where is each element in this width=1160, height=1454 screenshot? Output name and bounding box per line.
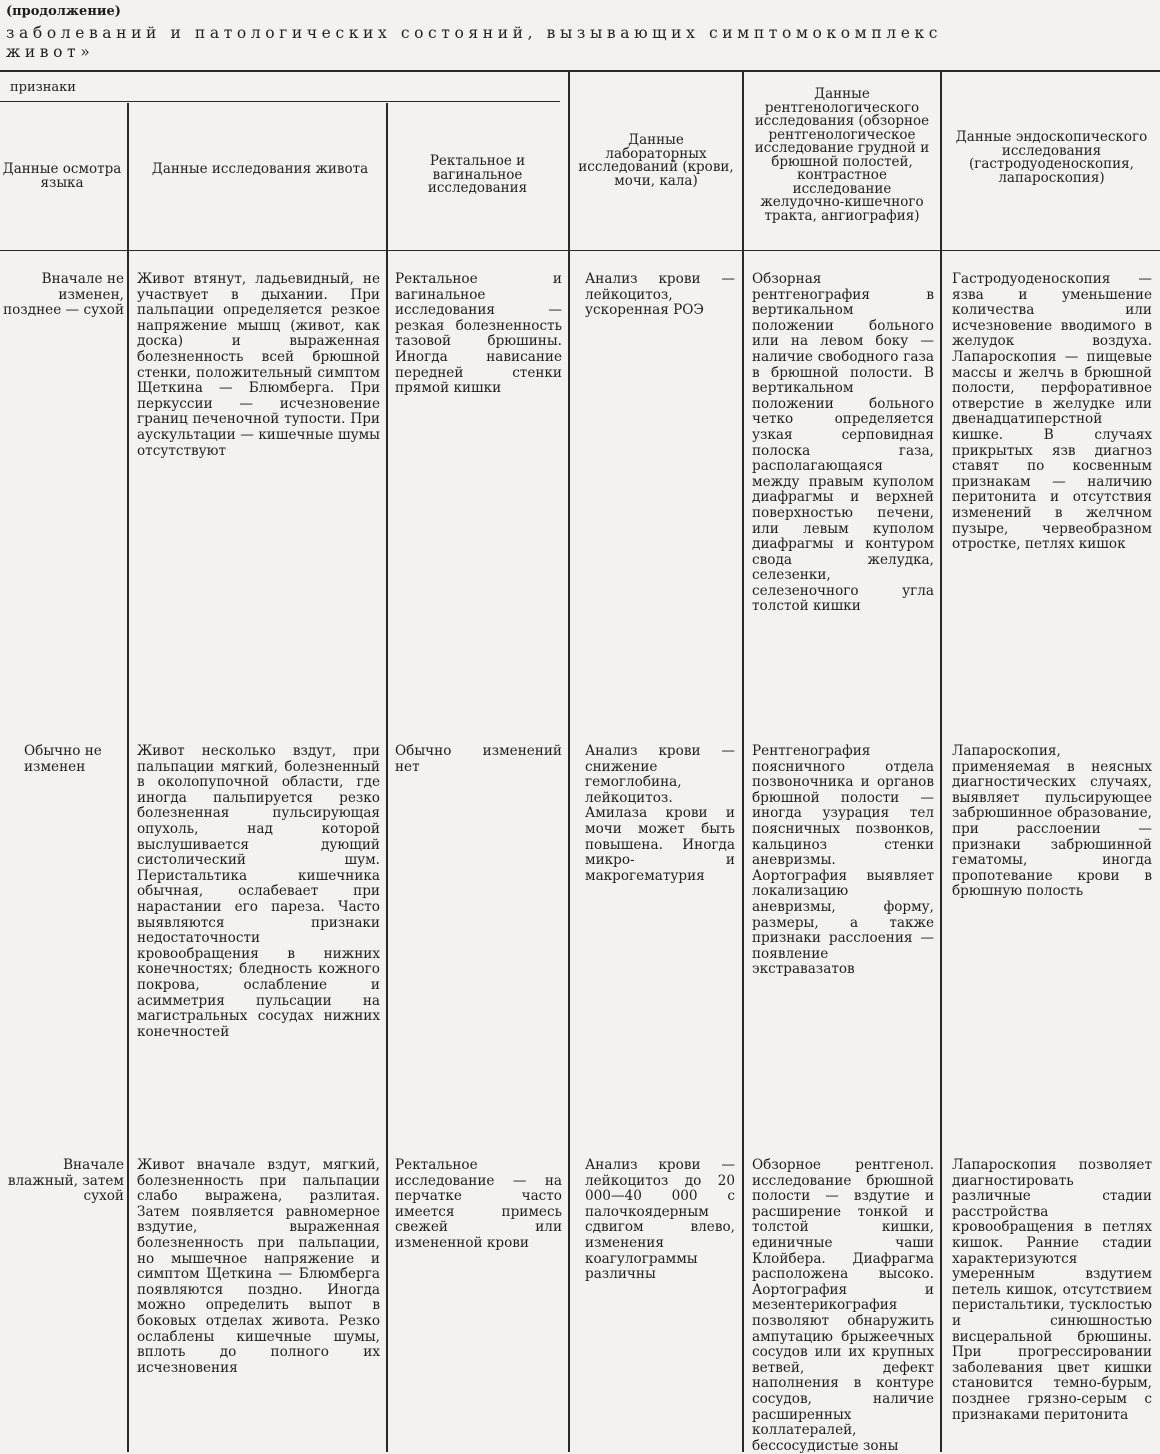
table-cell: Анализ крови — лейкоцитоз, ускоренная РОЭ (585, 271, 735, 319)
table-cell: Гастродуоденоскопия — язва и уменьшение количества или исчезновение вводимого в желудок воздуха. Лапароскопия — пищевые массы и желчь в брюшной полости, перфоративное отверстие в желудке или двенадцатиперстной кишке. В случаях прикрытых язв диагноз ставят по косвенным признакам — наличию перитонита и отсутствия изменений в желчном пузыре, червеобразном отростке, петлях кишок (952, 271, 1152, 553)
table-cell: Обзорное рентгенол. исследование брюшной полости — вздутие и расширение тонкой и толстой кишки, единичные чаши Клойбера. Диафрагма расположена высоко. Аортография и мезентерикография позволяют обнаружить ампутацию брыжеечных сосудов или их крупных ветвей, дефект наполнения в контуре сосудов, наличие расширенных коллатералей, бессосудистые зоны (752, 1157, 934, 1454)
column-divider (568, 72, 570, 1452)
table-cell: Вначале влажный, затем сухой (7, 1157, 124, 1205)
table-cell: Анализ крови — снижение гемоглобина, лейкоцитоз. Амилаза крови и мочи может быть повышена. Иногда микро- и макрогематурия (585, 743, 735, 884)
table-cell: Лапароскопия, применяемая в неясных диагностических случаях, выявляет пульсирующее забрюшинное образование, при расслоении — признаки забрюшинной гематомы, иногда пропотевание крови в брюшную полость (952, 743, 1152, 900)
title-line-2: живот» (6, 43, 95, 61)
title-line-1: заболеваний и патологических состояний, вызывающих симптомокомплекс (6, 24, 943, 42)
column-divider (742, 72, 744, 1452)
table-cell: Лапароскопия позволяет диагностировать различные стадии расстройства кровообращения в петлях кишок. Ранние стадии характеризуются умеренным вздутием петель кишок, отсутствием перистальтики, тусклостью и синюшностью висцеральной брюшины. При прогрессировании заболевания цвет кишки становится темно-бурым, позднее грязно-серым с признаками перитонита (952, 1157, 1152, 1423)
column-header-lab: Данные лабораторных исследований (крови, мочи, кала) (578, 132, 734, 189)
continuation-label: (продолжение) (6, 4, 121, 19)
top-rule (0, 70, 1160, 72)
column-header-abdomen: Данные исследования живота (151, 161, 369, 177)
group-underline (0, 101, 560, 102)
column-header-tongue: Данные осмотра языка (2, 161, 122, 191)
table-title (6, 24, 1146, 62)
group-header-signs: признаки (10, 80, 76, 95)
table-cell: Обзорная рентгенография в вертикальном положении больного или на левом боку — наличие свободного газа в брюшной полости. В вертикальном положении больного четко определяется узкая серповидная полоска газа, располагающаяся между правым куполом диафрагмы и верхней поверхностью печени, или левым куполом диафрагмы и контуром свода желудка, селезенки, селезеночного угла толстой кишки (752, 271, 934, 615)
table-cell: Живот втянут, ладьевидный, не участвует в дыхании. При пальпации определяется резкое напряжение мышц (живот, как доска) и выраженная болезненность всей брюшной стенки, положительный симптом Щеткина — Блюмберга. При перкуссии — исчезновение границ печеночной тупости. При аускультации — кишечные шумы отсутствуют (137, 271, 380, 459)
table-cell: Ректальное и вагинальное исследования — резкая болезненность тазовой брюшины. Иногда нависание передней стенки прямой кишки (395, 271, 562, 397)
column-divider (386, 103, 388, 1452)
table-cell: Обычно не изменен (24, 743, 102, 775)
column-header-endoscopy: Данные эндоскопического исследования (гастродуоденоскопия, лапароскопия) (955, 129, 1148, 186)
table-cell: Живот несколько вздут, при пальпации мягкий, болезненный в околопупочной области, где иногда пальпируется резко болезненная пульсирующая опухоль, над которой выслушивается дующий систолический шум. Перистальтика кишечника обычная, ослабевает при нарастании его пареза. Часто выявляются признаки недостаточности кровообращения в нижних конечностях; бледность кожного покрова, ослабление и асимметрия пульсации на магистральных сосудах нижних конечностей (137, 743, 380, 1040)
table-cell: Вначале не изменен, позднее — сухой (3, 271, 124, 319)
table-cell: Анализ крови — лейкоцитоз до 20 000—40 000 с палочкоядерным сдвигом влево, изменения коагулограммы различны (585, 1157, 735, 1283)
table-cell: Живот вначале вздут, мягкий, болезненность при пальпации слабо выражена, разлитая. Затем появляется равномерное вздутие, выраженная болезненность при пальпации, но мышечное напряжение и симптом Щеткина — Блюмберга появляются поздно. Иногда можно определить выпот в боковых отделах живота. Резко ослаблены кишечные шумы, вплоть до полного их исчезновения (137, 1157, 380, 1376)
column-divider (940, 72, 942, 1452)
column-header-rectal: Ректальное и вагинальное исследования (427, 153, 528, 196)
column-header-xray: Данные рентгенологического исследования (обзорное рентгенологическое исследование грудной и брюшной полостей, контрастное исследование желудочно-кишечного тракта, ангиография) (754, 86, 930, 224)
table-cell: Ректальное исследование — на перчатке часто имеется примесь свежей или измененной крови (395, 1157, 562, 1251)
table-cell: Обычно изменений нет (395, 743, 562, 775)
header-bottom-rule (0, 250, 1160, 251)
table-cell: Рентгенография поясничного отдела позвоночника и органов брюшной полости — иногда узурация тел поясничных позвонков, кальциноз стенки аневризмы. Аортография выявляет локализацию аневризмы, форму, размеры, а также признаки расслоения — появление экстравазатов (752, 743, 934, 978)
column-divider (127, 103, 129, 1452)
